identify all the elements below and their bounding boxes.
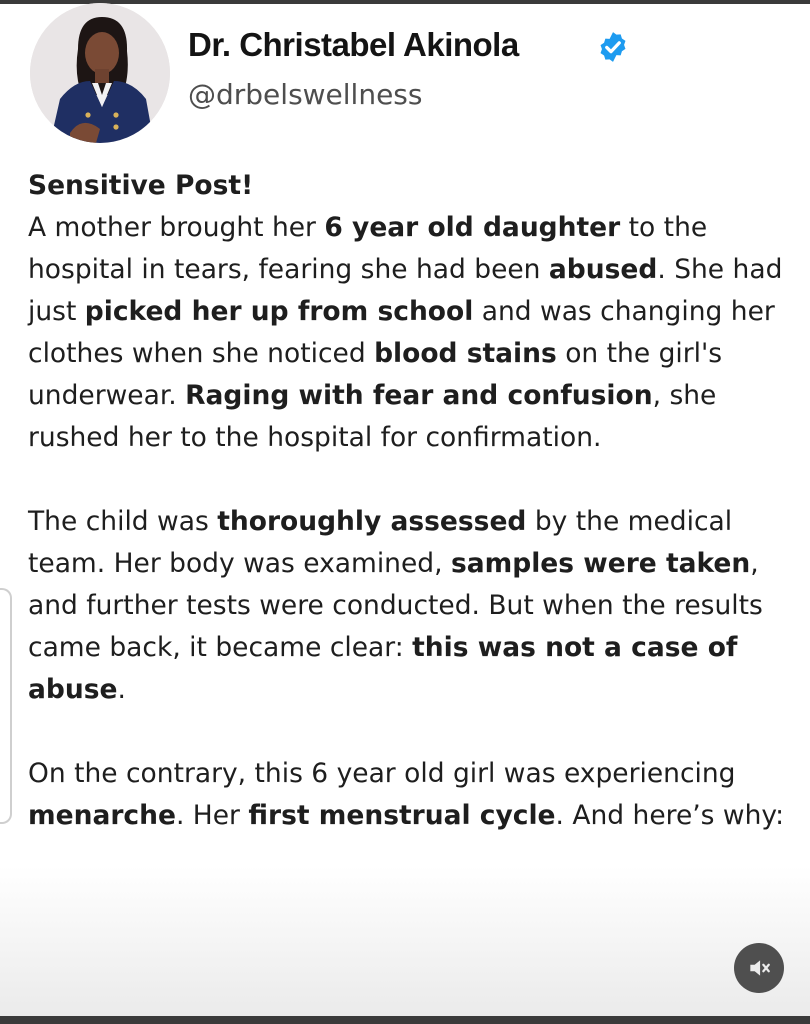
post-paragraph-2: The child was thoroughly assessed by the medical team. Her body was examined, samples were taken, and further tests were conducted. But when the results came back, it became clear: this was not a case of abuse.: [28, 506, 763, 705]
post-title: Sensitive Post!: [28, 170, 254, 201]
author-handle[interactable]: @drbelswellness: [188, 78, 423, 111]
avatar-portrait-icon: [30, 3, 170, 143]
post-paragraph-3: On the contrary, this 6 year old girl was experiencing menarche. Her first menstrual cycle. And here’s why:: [28, 758, 785, 831]
speaker-muted-icon: [746, 955, 772, 981]
bottom-edge: [0, 1016, 810, 1024]
author-name[interactable]: Dr. Christabel Akinola: [188, 26, 519, 63]
bottom-fade-overlay: [0, 866, 810, 1016]
paragraph-gap: [28, 459, 798, 501]
mute-button[interactable]: [734, 943, 784, 993]
top-edge: [0, 0, 810, 4]
author-avatar[interactable]: [30, 3, 170, 143]
left-edge-bracket: [0, 588, 12, 824]
paragraph-gap: [28, 711, 798, 753]
post-body: [28, 165, 798, 837]
verified-badge-icon: [596, 30, 630, 64]
post-paragraph-1: A mother brought her 6 year old daughter to the hospital in tears, fearing she had been abused. She had just picked her up from school and was changing her clothes when she noticed blood stains on the girl's underwear. Raging with fear and confusion, she rushed her to the hospital for confirmation.: [28, 212, 783, 453]
